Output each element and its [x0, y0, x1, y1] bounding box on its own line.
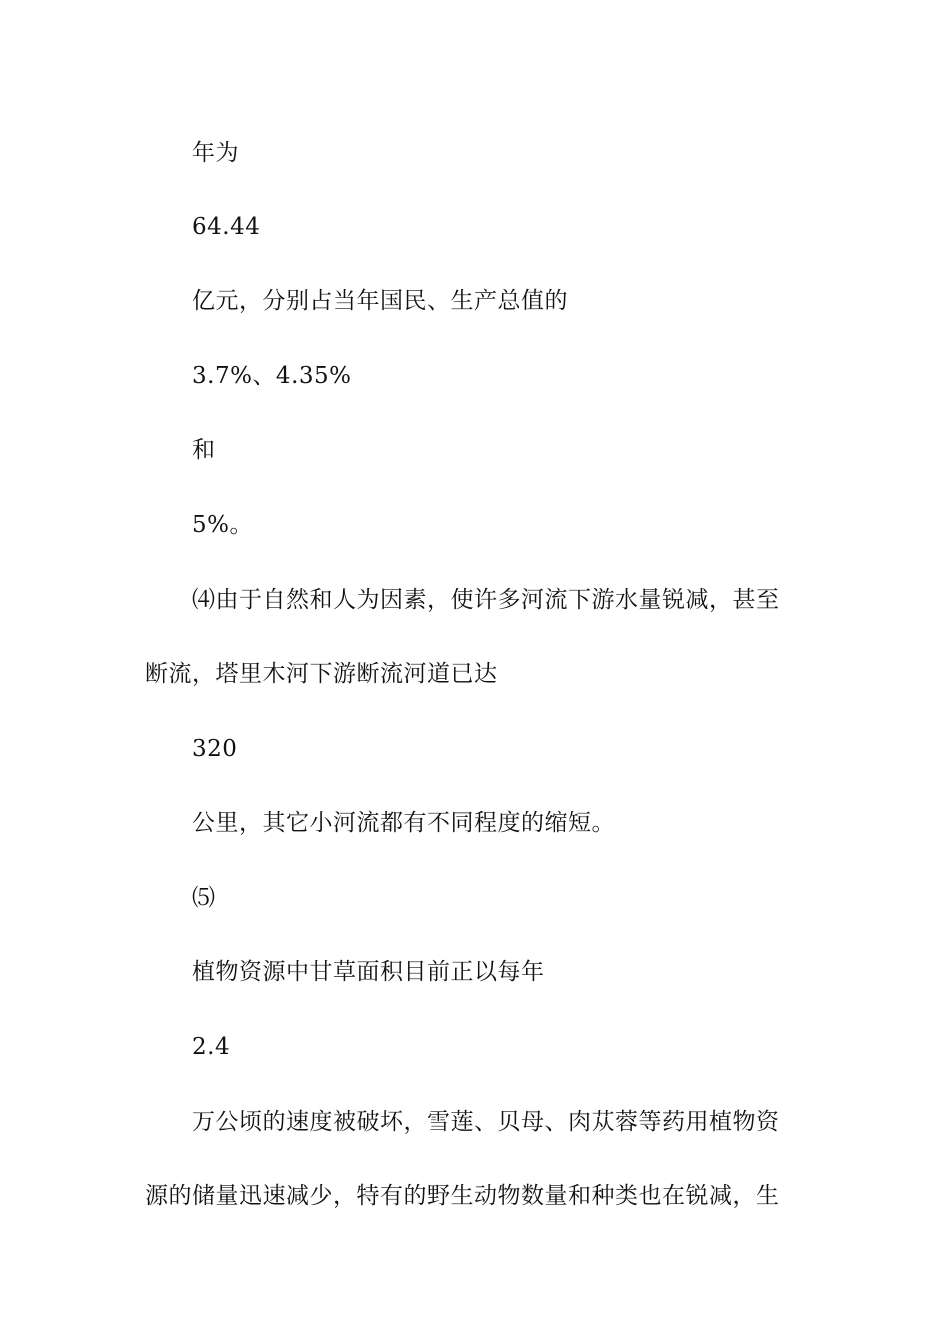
text-line: 5%。 — [192, 512, 253, 538]
text-line: 年为 — [192, 140, 239, 166]
text-line: 64.44 — [192, 214, 261, 240]
text-line: 万公顷的速度被破坏，雪莲、贝母、肉苁蓉等药用植物资 — [192, 1109, 780, 1135]
text-line: 和 — [192, 437, 216, 463]
text-line: 3.7%、4.35% — [192, 363, 352, 389]
text-line: 2.4 — [192, 1034, 231, 1060]
text-line: 320 — [192, 736, 238, 762]
text-line: ⑷由于自然和人为因素，使许多河流下游水量锐减，甚至 — [192, 587, 780, 613]
text-line: 亿元，分别占当年国民、生产总值的 — [192, 288, 568, 314]
text-line: 断流，塔里木河下游断流河道已达 — [145, 661, 498, 687]
text-line: 公里，其它小河流都有不同程度的缩短。 — [192, 810, 615, 836]
text-line: ⑸ — [192, 885, 216, 911]
text-line: 植物资源中甘草面积目前正以每年 — [192, 959, 545, 985]
text-line: 源的储量迅速减少，特有的野生动物数量和种类也在锐减，生 — [145, 1183, 780, 1209]
